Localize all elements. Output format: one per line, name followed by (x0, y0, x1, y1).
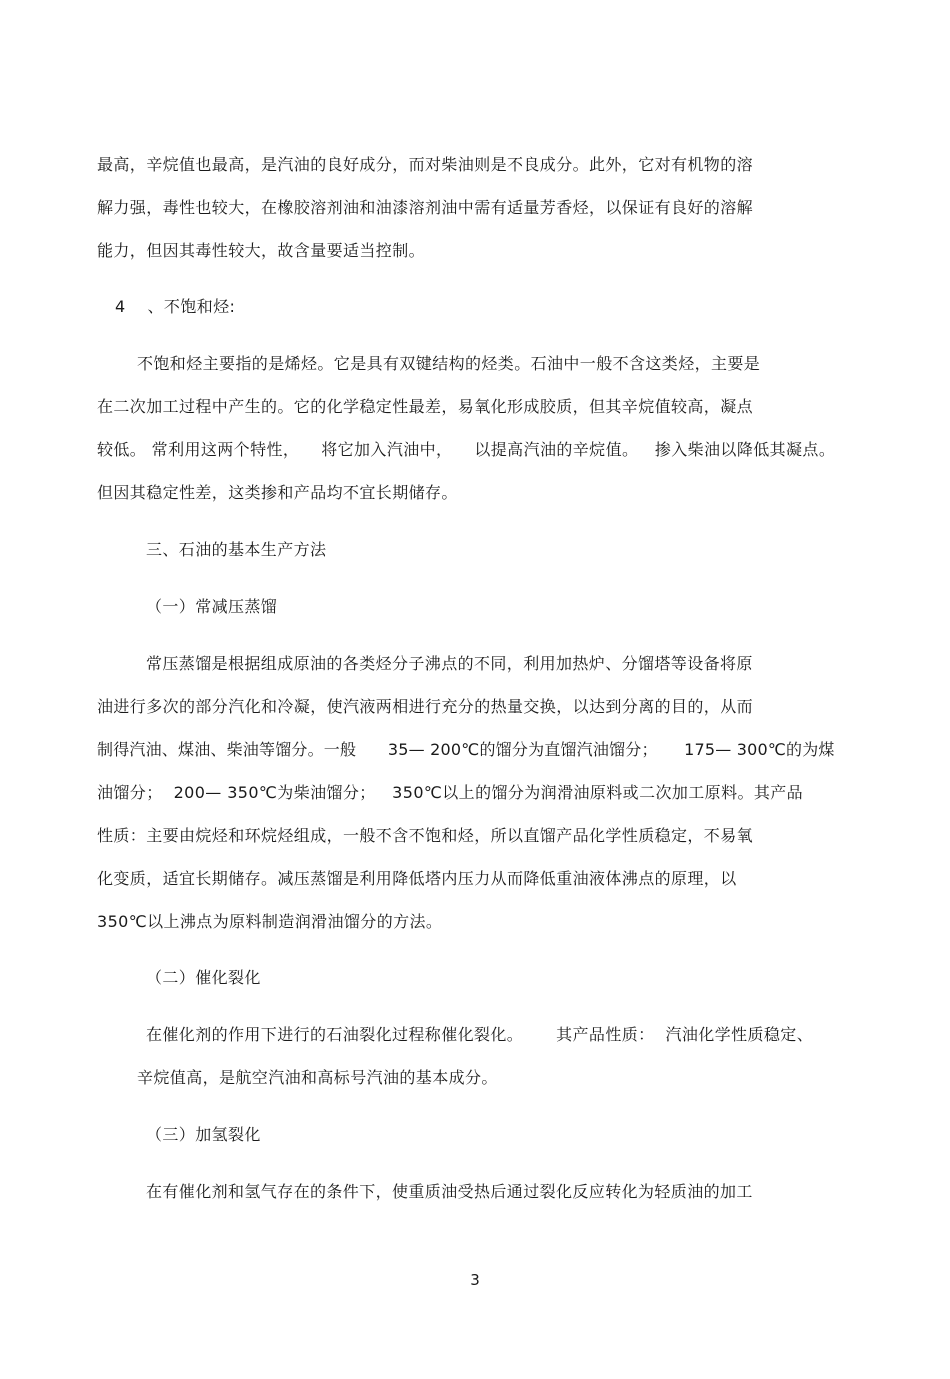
paragraph-line: 性质：主要由烷烃和环烷烃组成，一般不含不饱和烃，所以直馏产品化学性质稳定，不易氧 (97, 826, 754, 845)
subsection-heading: （二）催化裂化 (146, 968, 261, 987)
section-heading: 4 、不饱和烃: (115, 297, 236, 316)
paragraph-line: 制得汽油、煤油、柴油等馏分。一般 35— 200℃的馏分为直馏汽油馏分； 175— 300℃的为煤 (97, 740, 835, 759)
section-heading: 三、石油的基本生产方法 (146, 540, 327, 559)
paragraph-line: 油馏分； 200— 350℃为柴油馏分； 350℃以上的馏分为润滑油原料或二次加工原料。其产品 (97, 783, 804, 802)
subsection-heading: （三）加氢裂化 (146, 1125, 261, 1144)
paragraph-line: 最高，辛烷值也最高，是汽油的良好成分，而对柴油则是不良成分。此外，它对有机物的溶 (97, 155, 754, 174)
paragraph-line: 化变质，适宜长期储存。减压蒸馏是利用降低塔内压力从而降低重油液体沸点的原理，以 (97, 869, 737, 888)
paragraph-line: 在催化剂的作用下进行的石油裂化过程称催化裂化。 其产品性质： 汽油化学性质稳定、 (146, 1025, 814, 1044)
paragraph-line: 在有催化剂和氢气存在的条件下，使重质油受热后通过裂化反应转化为轻质油的加工 (146, 1182, 753, 1201)
paragraph-line: 在二次加工过程中产生的。它的化学稳定性最差，易氧化形成胶质，但其辛烷值较高，凝点 (97, 397, 754, 416)
paragraph-line: 能力，但因其毒性较大，故含量要适当控制。 (97, 241, 426, 260)
paragraph-line: 油进行多次的部分汽化和冷凝，使汽液两相进行充分的热量交换，以达到分离的目的，从而 (97, 697, 754, 716)
page-number: 3 (470, 1271, 480, 1289)
paragraph-line: 较低。 常利用这两个特性， 将它加入汽油中， 以提高汽油的辛烷值。 掺入柴油以降低其凝点。 (97, 440, 836, 459)
paragraph-line: 常压蒸馏是根据组成原油的各类烃分子沸点的不同，利用加热炉、分馏塔等设备将原 (146, 654, 753, 673)
paragraph-line: 350℃以上沸点为原料制造润滑油馏分的方法。 (97, 912, 443, 931)
paragraph-line: 解力强，毒性也较大，在橡胶溶剂油和油漆溶剂油中需有适量芳香烃，以保证有良好的溶解 (97, 198, 754, 217)
paragraph-line: 不饱和烃主要指的是烯烃。它是具有双键结构的烃类。石油中一般不含这类烃，主要是 (137, 354, 761, 373)
subsection-heading: （一）常减压蒸馏 (146, 597, 278, 616)
paragraph-line: 辛烷值高，是航空汽油和高标号汽油的基本成分。 (137, 1068, 498, 1087)
paragraph-line: 但因其稳定性差，这类掺和产品均不宜长期储存。 (97, 483, 458, 502)
